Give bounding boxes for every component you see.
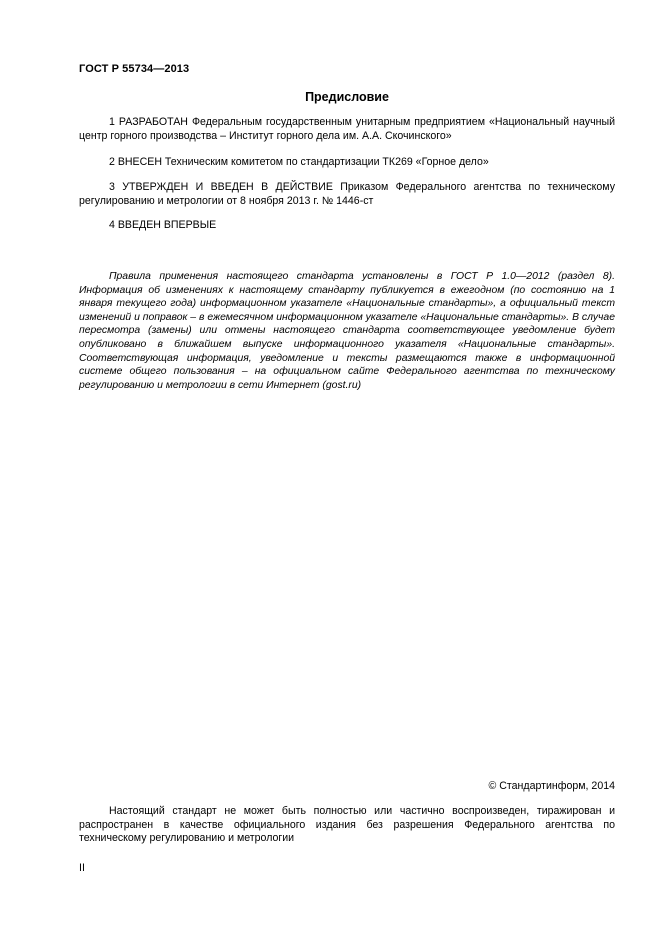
copyright-line: © Стандартинформ, 2014: [488, 780, 615, 792]
page-number: II: [79, 862, 85, 874]
paragraph-first-introduced: 4 ВВЕДЕН ВПЕРВЫЕ: [109, 219, 217, 231]
rules-application-note: Правила применения настоящего стандарта установлены в ГОСТ Р 1.0—2012 (раздел 8). Информация об изменениях к настоящему стандарту публикуется в ежегодном (по состоянию на 1 января текущего года) информационном указателе «Национальные стандарты», а официальный текст изменений и поправок – в ежемесячном информационном указателе «Национальные стандарты». В случае пересмотра (замены) или отмены настоящего стандарта соответствующее уведомление будет опубликовано в ближайшем выпуске информационного указателя «Национальные стандарты». Соответствующая информация, уведомление и тексты размещаются также в информационной системе общего пользования – на официальном сайте Федерального агентства по техническому регулированию и метрологии в сети Интернет (gost.ru): [79, 271, 615, 391]
paragraph-approved: 3 УТВЕРЖДЕН И ВВЕДЕН В ДЕЙСТВИЕ Приказом Федерального агентства по техническому регулированию и метрологии от 8 ноября 2013 г. № 1446-ст: [79, 181, 615, 207]
paragraph-submitted-by: 2 ВНЕСЕН Техническим комитетом по стандартизации ТК269 «Горное дело»: [109, 156, 489, 168]
reproduction-notice: Настоящий стандарт не может быть полностью или частично воспроизведен, тиражирован и распространен в качестве официального издания без разрешения Федерального агентства по техническому регулированию и метрологии: [79, 805, 615, 844]
paragraph-developed-by: 1 РАЗРАБОТАН Федеральным государственным унитарным предприятием «Национальный научный центр горного производства – Институт горного дела им. А.А. Скочинского»: [79, 116, 615, 142]
page-title: Предисловие: [305, 90, 389, 104]
standard-code-header: ГОСТ Р 55734—2013: [79, 63, 190, 75]
